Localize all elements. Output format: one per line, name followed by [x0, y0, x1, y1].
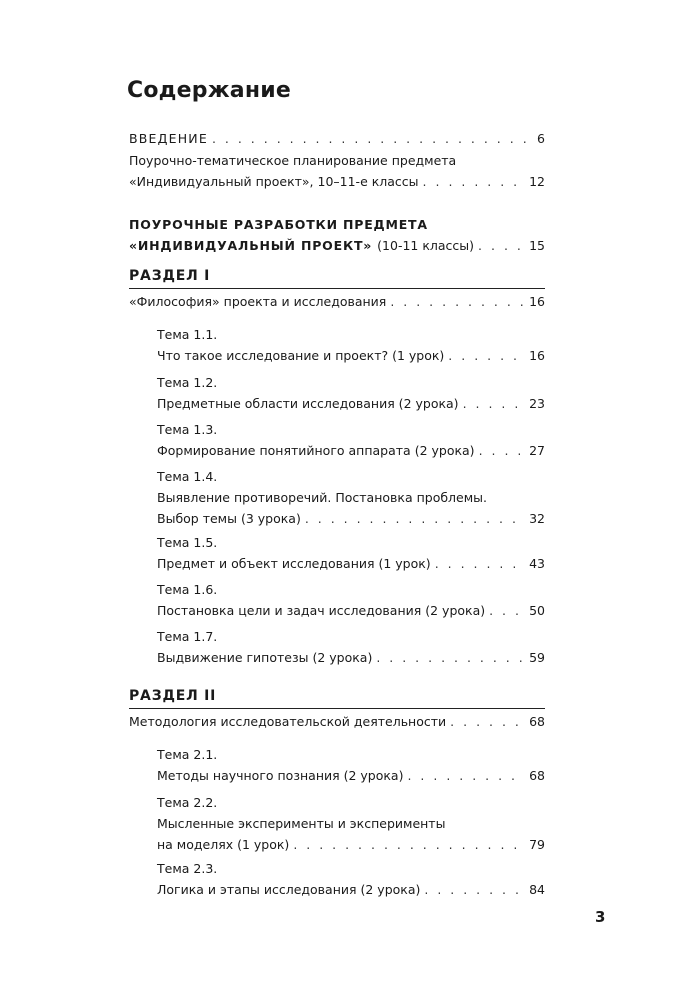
topic-title: Выбор темы (3 урока)	[157, 511, 301, 526]
section-divider	[129, 288, 545, 289]
toc-entry-intro[interactable]	[129, 128, 545, 149]
dot-leader	[390, 291, 525, 312]
section-heading: РАЗДЕЛ II	[129, 688, 217, 704]
topic-title: Логика и этапы исследования (2 урока)	[157, 882, 421, 897]
topic-title: Методы научного познания (2 урока)	[157, 768, 404, 783]
topic-label: Тема 1.1.	[157, 327, 218, 342]
topic-label: Тема 2.1.	[157, 747, 218, 762]
topic-title: Предмет и объект исследования (1 урок)	[157, 556, 431, 571]
toc-entry-topic[interactable]	[157, 858, 545, 900]
dot-leader	[407, 765, 525, 786]
dot-leader	[478, 235, 525, 256]
topic-title: Предметные области исследования (2 урока)	[157, 396, 459, 411]
topic-label: Тема 1.2.	[157, 375, 218, 390]
toc-entry-topic[interactable]	[157, 626, 545, 668]
part-subtitle: (10-11 классы)	[377, 238, 475, 253]
dot-leader	[489, 600, 525, 621]
toc-page-number: 43	[529, 556, 545, 571]
topic-title: Формирование понятийного аппарата (2 урока)	[157, 443, 475, 458]
topic-label: Тема 1.5.	[157, 535, 218, 550]
toc-entry-chapter[interactable]	[129, 291, 545, 312]
dot-leader	[293, 834, 525, 855]
toc-entry-chapter[interactable]	[129, 711, 545, 732]
toc-page-number: 12	[529, 174, 545, 189]
toc-page-number: 32	[529, 511, 545, 526]
dot-leader	[424, 879, 525, 900]
toc-entry-topic[interactable]	[157, 792, 545, 855]
toc-page-number: 84	[529, 882, 545, 897]
topic-title: Мысленные эксперименты и эксперименты	[157, 816, 446, 831]
toc-entry-topic[interactable]	[157, 579, 545, 621]
toc-entry-label: «Философия» проекта и исследования	[129, 294, 387, 309]
toc-entry-topic[interactable]	[157, 532, 545, 574]
toc-page-number: 68	[529, 714, 545, 729]
toc-entry-topic[interactable]	[157, 324, 545, 366]
toc-page-number: 16	[529, 294, 545, 309]
toc-entry-label: ВВЕДЕНИЕ	[129, 131, 208, 146]
dot-leader	[435, 553, 525, 574]
toc-page-number: 59	[529, 650, 545, 665]
dot-leader	[212, 128, 533, 149]
topic-label: Тема 1.7.	[157, 629, 218, 644]
toc-page-number: 68	[529, 768, 545, 783]
toc-page-number: 27	[529, 443, 545, 458]
dot-leader	[305, 508, 525, 529]
topic-title: Выявление противоречий. Постановка проблемы.	[157, 490, 487, 505]
dot-leader	[450, 711, 525, 732]
toc-entry-topic[interactable]	[157, 744, 545, 786]
topic-label: Тема 2.3.	[157, 861, 218, 876]
topic-label: Тема 1.3.	[157, 422, 218, 437]
toc-page-number: 6	[537, 131, 545, 146]
toc-entry-part[interactable]	[129, 214, 545, 256]
dot-leader	[463, 393, 526, 414]
toc-entry-topic[interactable]	[157, 466, 545, 529]
toc-page-number: 15	[529, 238, 545, 253]
topic-title: Постановка цели и задач исследования (2 урока)	[157, 603, 486, 618]
topic-label: Тема 1.6.	[157, 582, 218, 597]
dot-leader	[376, 647, 525, 668]
dot-leader	[448, 345, 525, 366]
dot-leader	[479, 440, 526, 461]
toc-entry-label: «Индивидуальный проект», 10–11-е классы	[129, 174, 419, 189]
topic-label: Тема 2.2.	[157, 795, 218, 810]
page-number: 3	[595, 908, 606, 926]
toc-page-number: 79	[529, 837, 545, 852]
page-title: Содержание	[127, 78, 291, 103]
topic-label: Тема 1.4.	[157, 469, 218, 484]
topic-title: Что такое исследование и проект? (1 урок)	[157, 348, 445, 363]
toc-page-number: 50	[529, 603, 545, 618]
dot-leader	[423, 171, 526, 192]
toc-entry-label: Поурочно-тематическое планирование предмета	[129, 153, 457, 168]
toc-entry-topic[interactable]	[157, 419, 545, 461]
toc-entry-topic[interactable]	[157, 372, 545, 414]
toc-page-number: 16	[529, 348, 545, 363]
section-divider	[129, 708, 545, 709]
topic-title: на моделях (1 урок)	[157, 837, 290, 852]
part-heading: ПОУРОЧНЫЕ РАЗРАБОТКИ ПРЕДМЕТА	[129, 217, 428, 232]
part-heading: «ИНДИВИДУАЛЬНЫЙ ПРОЕКТ»	[129, 238, 373, 253]
toc-entry-label: Методология исследовательской деятельности	[129, 714, 447, 729]
toc-page-number: 23	[529, 396, 545, 411]
toc-entry-planning[interactable]	[129, 150, 545, 192]
section-heading: РАЗДЕЛ I	[129, 268, 211, 284]
topic-title: Выдвижение гипотезы (2 урока)	[157, 650, 373, 665]
